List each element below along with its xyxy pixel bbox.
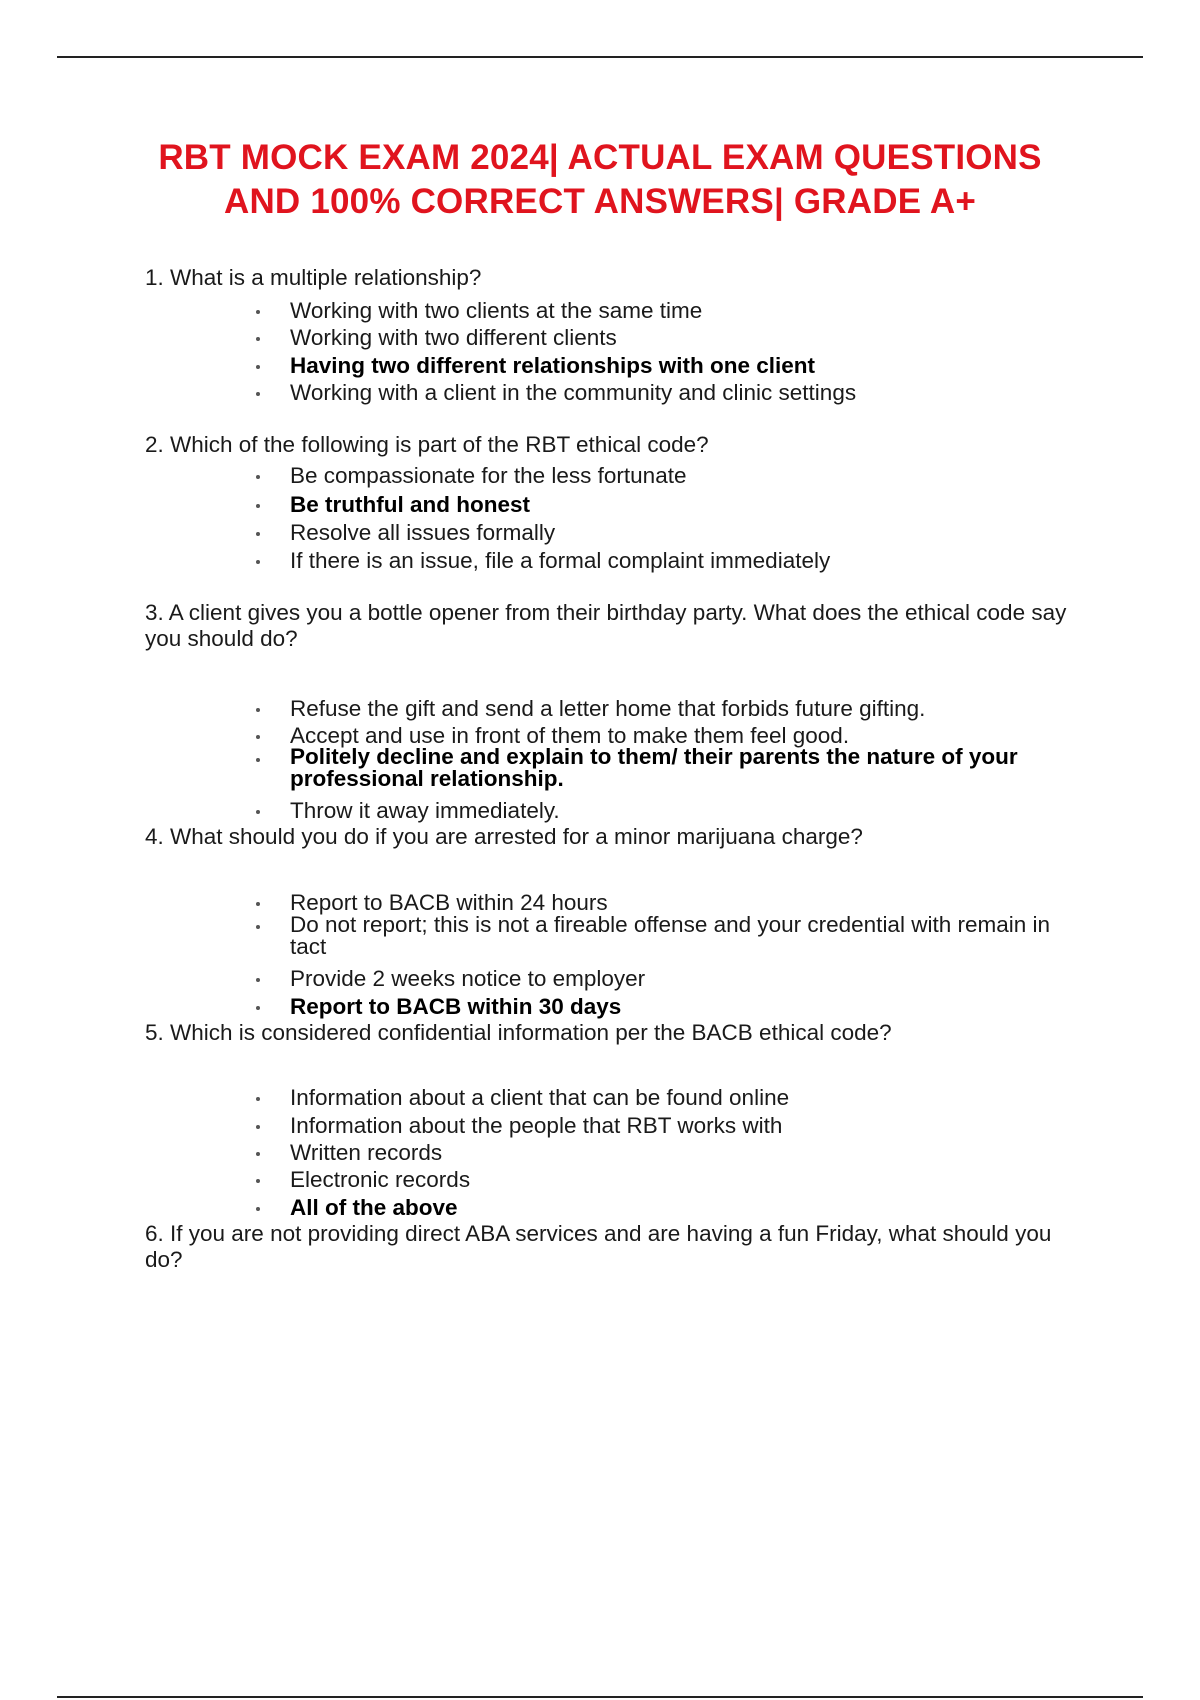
q3-option-4: Throw it away immediately. (290, 798, 560, 823)
q1-option-3-correct: Having two different relationships with one client (290, 353, 816, 378)
bullet-icon (256, 532, 260, 536)
q5-option-1: Information about a client that can be found online (290, 1085, 790, 1110)
q5-option-4: Electronic records (290, 1167, 471, 1192)
bullet-icon (256, 758, 260, 762)
q2-option-4: If there is an issue, file a formal complaint immediately (290, 548, 831, 573)
bullet-icon (256, 337, 260, 341)
bullet-icon (256, 365, 260, 369)
q4-option-1: Report to BACB within 24 hours (290, 890, 608, 915)
q3-option-2: Accept and use in front of them to make them feel good. (290, 723, 850, 748)
question-2: 2. Which of the following is part of the RBT ethical code? (145, 432, 709, 457)
question-1: 1. What is a multiple relationship? (145, 265, 482, 290)
q1-option-4: Working with a client in the community and clinic settings (290, 380, 857, 405)
bullet-icon (256, 925, 260, 929)
bullet-icon (256, 1152, 260, 1156)
bullet-icon (256, 1207, 260, 1211)
bottom-divider (57, 1696, 1143, 1698)
bullet-icon (256, 392, 260, 396)
question-6: 6. If you are not providing direct ABA services and are having a fun Friday, what should you do? (145, 1221, 1052, 1272)
q2-option-3: Resolve all issues formally (290, 520, 556, 545)
bullet-icon (256, 1179, 260, 1183)
top-divider (57, 56, 1143, 58)
bullet-icon (256, 902, 260, 906)
bullet-icon (256, 504, 260, 508)
q5-option-3: Written records (290, 1140, 443, 1165)
q1-option-2: Working with two different clients (290, 325, 617, 350)
document-title (0, 136, 1200, 224)
q1-option-1: Working with two clients at the same time (290, 298, 703, 323)
question-3: 3. A client gives you a bottle opener from their birthday party. What does the ethical code say you should do? (145, 600, 1067, 651)
bullet-icon (256, 735, 260, 739)
q4-option-3: Provide 2 weeks notice to employer (290, 966, 646, 991)
question-4: 4. What should you do if you are arrested for a minor marijuana charge? (145, 824, 863, 849)
bullet-icon (256, 475, 260, 479)
q5-option-5-correct: All of the above (290, 1195, 458, 1220)
q4-option-2: Do not report; this is not a fireable offense and your credential with remain in tact (290, 912, 1051, 959)
q2-option-1: Be compassionate for the less fortunate (290, 463, 687, 488)
q3-option-1: Refuse the gift and send a letter home that forbids future gifting. (290, 696, 926, 721)
bullet-icon (256, 1006, 260, 1010)
bullet-icon (256, 1125, 260, 1129)
bullet-icon (256, 560, 260, 564)
q5-option-2: Information about the people that RBT works with (290, 1113, 783, 1138)
bullet-icon (256, 708, 260, 712)
bullet-icon (256, 310, 260, 314)
bullet-icon (256, 810, 260, 814)
title-line-1: RBT MOCK EXAM 2024| ACTUAL EXAM QUESTIONS (158, 138, 1042, 177)
question-5: 5. Which is considered confidential information per the BACB ethical code? (145, 1020, 892, 1045)
bullet-icon (256, 1097, 260, 1101)
q3-option-3-correct: Politely decline and explain to them/ their parents the nature of your professional relationship. (290, 744, 1018, 791)
bullet-icon (256, 978, 260, 982)
title-line-2: AND 100% CORRECT ANSWERS| GRADE A+ (223, 182, 977, 221)
q4-option-4-correct: Report to BACB within 30 days (290, 994, 622, 1019)
q2-option-2-correct: Be truthful and honest (290, 492, 530, 517)
